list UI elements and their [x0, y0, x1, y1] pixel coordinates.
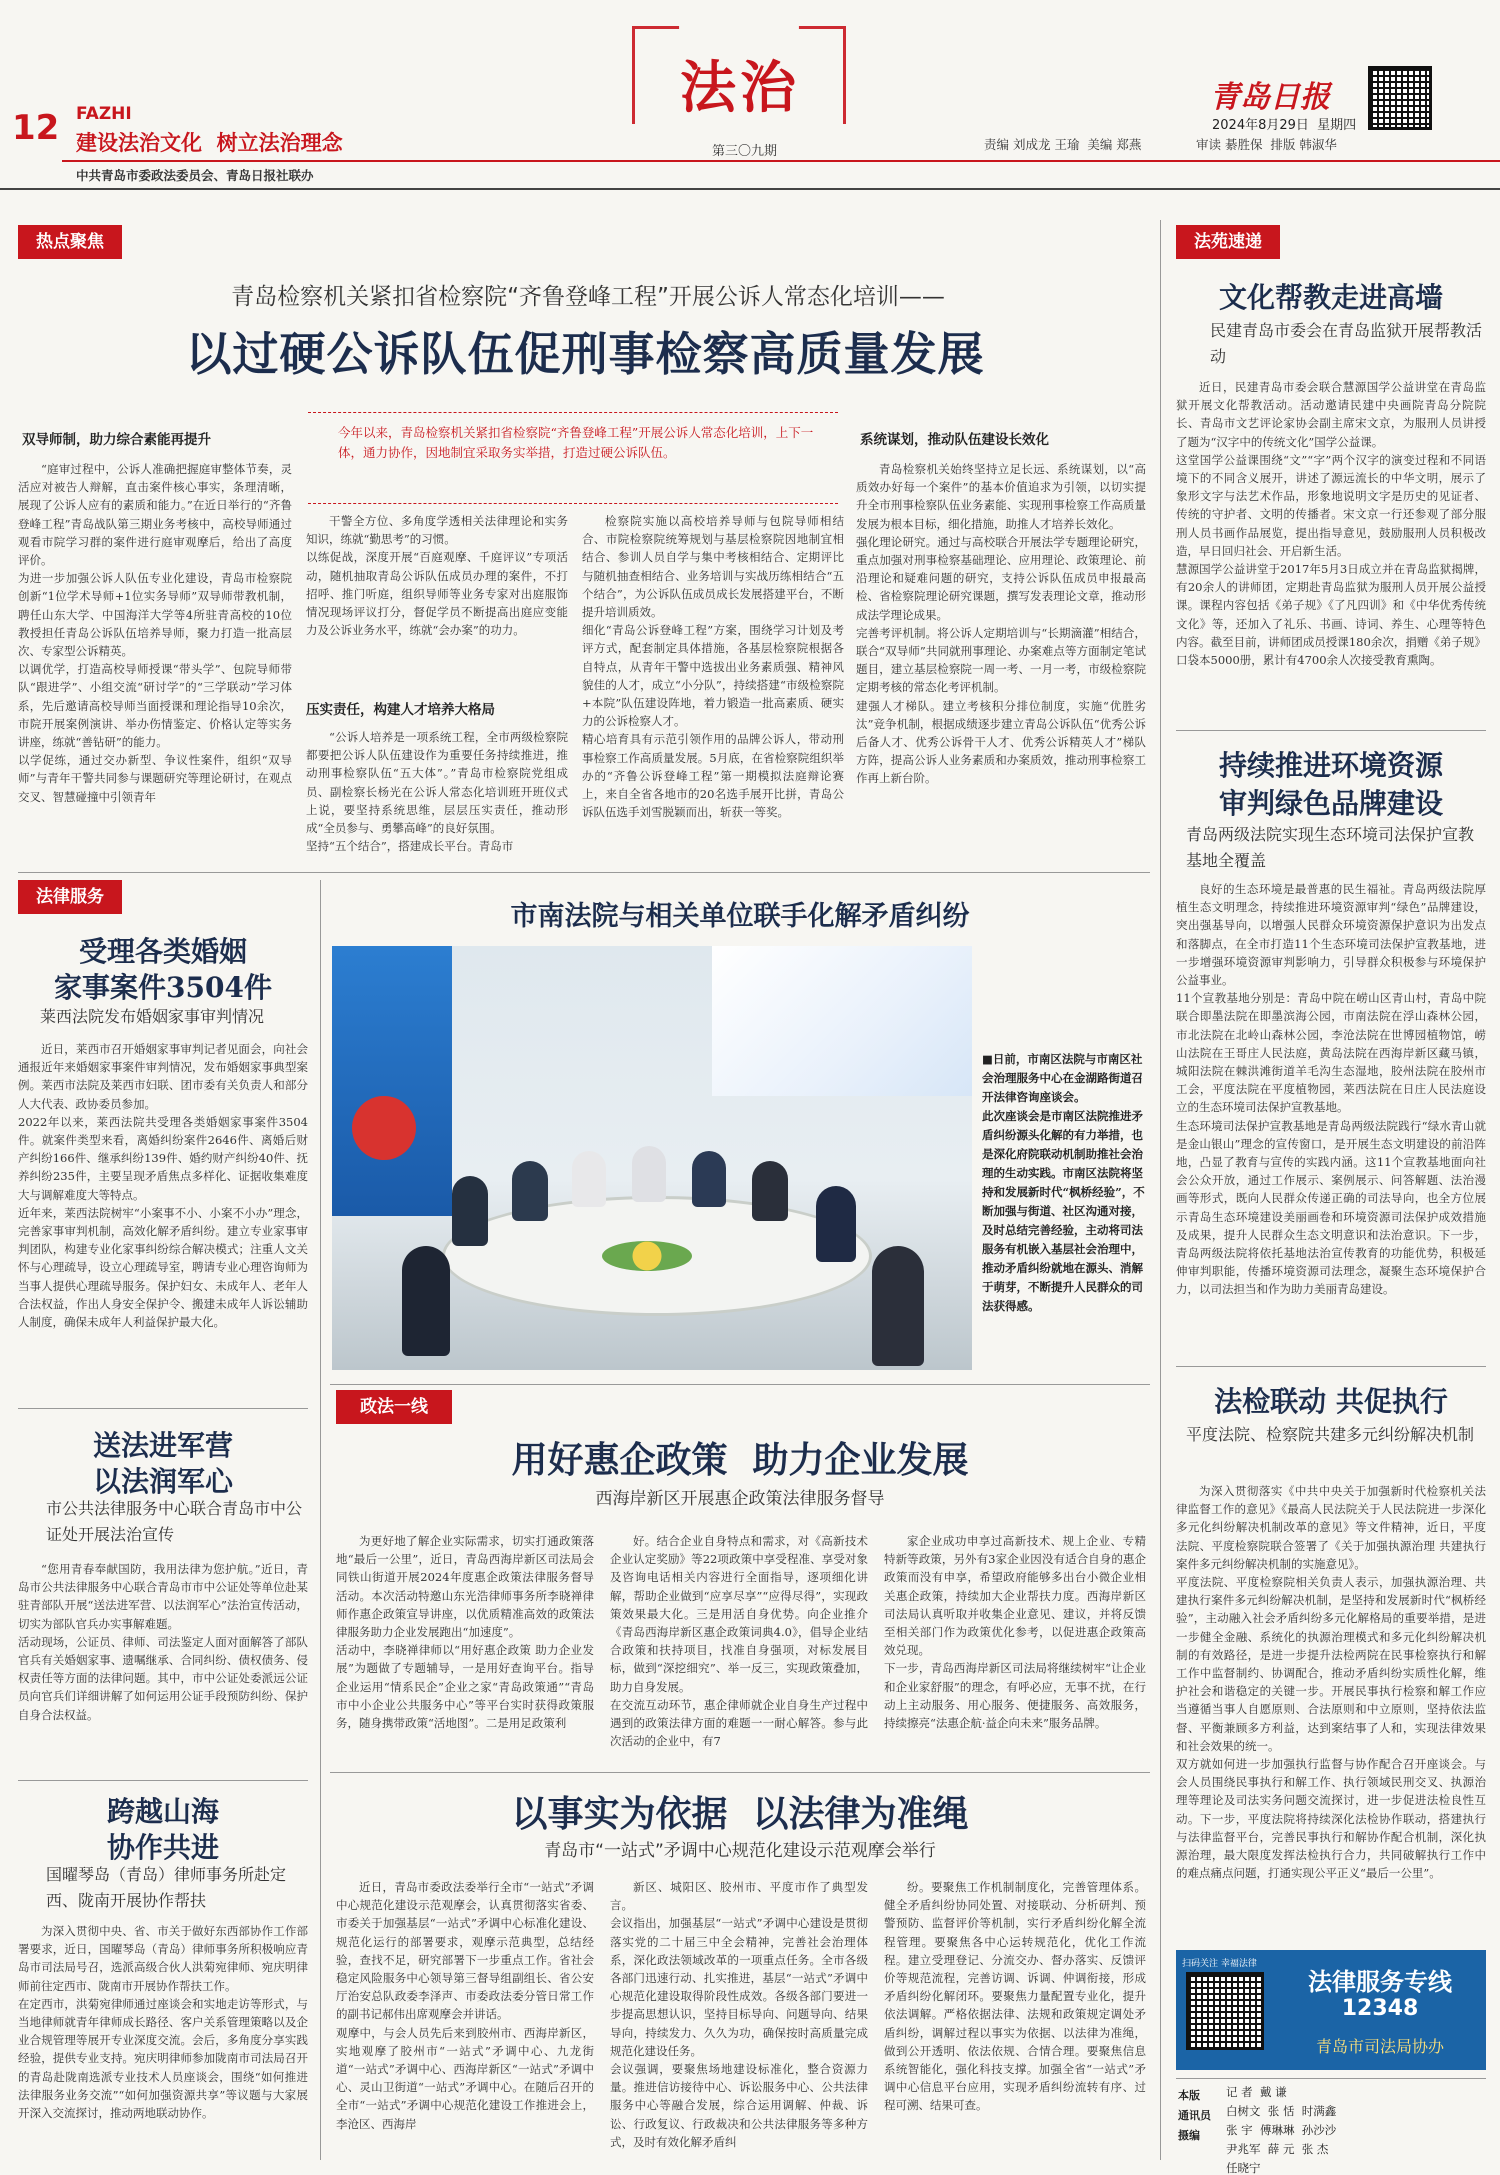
lead-col4-text: 青岛检察机关始终坚持立足长远、系统谋划，以“高质效办好每一个案件”的基本价值追求为引领，以切实提升全市刑事检察队伍业务素能、实现刑事检察工作高质量发展为根本目标，细化措施，助推人才培养长效化。 强化理论研究。通过与高校联合开展法学专题理论研究，重点加强对刑事检察基础理论、应用理论、政策理论、前沿理论和疑难问题的研究，支持公诉队伍成员申报最高检、省检察院理论研究课题，撰写发表理论文章，推动形成法学理论成果。 完善考评机制。将公诉人定期培训与“长期滴灌”相结合，联合“双导师”共同就刑事理论、办案难点等方面制定笔试题目，建立基层检察院一周一考、一月一考，市级检察院定期考核的常态化考评机制。 建强人才梯队。建立考核积分排位制度，实施“优胜劣汰”竞争机制，根据成绩逐步建立青岛公诉队伍“优秀公诉后备人才、优秀公诉骨干人才、优秀公诉精英人才”梯队方阵，提高公诉人业务素质和办案质效，推动刑事检察工作再上新台阶。	[856, 462, 1146, 786]
cross-title-line2: 协作共进	[106, 1831, 219, 1864]
tag-legal-service: 法律服务	[18, 880, 122, 914]
policy-col1: 为更好地了解企业实际需求，切实打通政策落地“最后一公里”，近日，青岛西海岸新区司法局会同铁山街道开展2024年度惠企政策法律服务督导活动。本次活动特邀山东光浩律师事务所李晓禅律师作惠企政策宣导讲座，以优质精准高效的政策法律服务助力企业发展跑出“加速度”。 活动中，李晓禅律师以“用好惠企政策 助力企业发展”为题做了专题辅导，一是用好查询平台。指导企业运用“情系民企”企业之家“青岛政策通”“青岛市中小企业公共服务中心”等平台实时获得政策服务，随身携带政策“活地图”。二是用足政策利	[336, 1534, 594, 1731]
policy-bottom-rule	[330, 1772, 1150, 1773]
marriage-subtitle: 莱西法院发布婚姻家事审判情况	[40, 1007, 265, 1026]
left-column-divider	[320, 880, 321, 2160]
barracks-bottom-rule	[18, 1780, 308, 1781]
hotline-box	[1176, 1950, 1486, 2070]
corr-label-b: 通讯员	[1178, 2109, 1211, 2122]
law-check-subtitle: 平度法院、检察院共建多元纠纷解决机制	[1186, 1425, 1475, 1444]
hotline-scan-text: 扫码关注 幸福法律	[1182, 1959, 1257, 1969]
cross-title-line1: 跨越山海	[106, 1795, 219, 1828]
photo-person-1	[452, 1176, 488, 1246]
eco-title-line2: 审判绿色品牌建设	[1218, 787, 1443, 820]
onestop-title: 以事实为依据 以法律为准绳	[511, 1793, 969, 1835]
corr-label-c: 摄编	[1178, 2129, 1200, 2142]
policy-subtitle: 西海岸新区开展惠企政策法律服务督导	[595, 1489, 885, 1509]
right-column-divider	[1160, 220, 1161, 2160]
hotline-label: 法律服务专线	[1308, 1968, 1452, 1996]
tag-hot-focus: 热点聚焦	[18, 225, 122, 259]
shinan-title: 市南法院与相关单位联手化解矛盾纠纷	[510, 901, 970, 932]
photo-person-5	[692, 1151, 726, 1207]
slogan: 建设法治文化 树立法治理念	[76, 131, 343, 155]
marriage-bottom-rule	[18, 1408, 308, 1409]
onestop-col2: 新区、城阳区、胶州市、平度市作了典型发言。 会议指出，加强基层“一站式”矛调中心建设是贯彻落实党的二十届三中全会精神，完善社会治理体系，深化政法领域改革的一项重点任务。全市各级各部门迅速行动、扎实推进，基层“一站式”矛调中心规范化建设取得阶段性成效。各级各部门要进一步提高思想认识，坚持目标导向、问题导向、结果导向，持续发力、久久为功，确保按时高质量完成规范化建设任务。 会议强调，要聚焦场地建设标准化，整合资源力量。推进信访接待中心、诉讼服务中心、公共法律服务中心等融合发展，综合运用调解、仲裁、诉讼、行政复议、行政裁决和公共法律服务等多种方式，及时有效化解矛盾纠	[610, 1880, 868, 2149]
marriage-title-line1: 受理各类婚姻	[78, 935, 247, 968]
lead-col4-heading: 系统谋划，推动队伍建设长效化	[860, 432, 1049, 448]
lead-bottom-rule	[18, 872, 1150, 873]
onestop-subtitle: 青岛市“一站式”矛调中心规范化建设示范观摩会举行	[544, 1841, 936, 1861]
issue-number: 第三〇九期	[712, 144, 778, 159]
section-title: 法治	[680, 55, 800, 121]
barracks-text: “您用青春奉献国防，我用法律为您护航。”近日，青岛市公共法律服务中心联合青岛市市中公证处等单位赴某驻青部队开展“送法进军营、以法润军心”法治宣传活动，切实为部队官兵办实事解难题。 活动现场，公证员、律师、司法鉴定人面对面解答了部队官兵有关婚姻家事、遗嘱继承、合同纠纷、债权债务、侵权责任等方面的法律问题。其中，市中公证处委派远公证员向官兵们详细讲解了如何运用公证手段预防纠纷、保护自身合法权益。	[18, 1562, 308, 1722]
marriage-title-line2: 家事案件3504件	[54, 971, 272, 1004]
corr-label-a: 本版	[1178, 2089, 1200, 2102]
photo-person-3	[572, 1151, 606, 1207]
photo-person-8	[402, 1246, 450, 1356]
policy-col2: 好。结合企业自身特点和需求，对《高新技术企业认定奖励》等22项政策中享受程准、享受对象及咨询电话相关内容进行全面指导，逐项细化讲解，帮助企业做到“应享尽享”“应得尽得”，实现政策效果最大化。三是用活自身优势。向企业推介《青岛西海岸新区惠企政策词典4.0》，倡导企业结合政策和扶持项目，找准自身强项，对标发展目标，做到“深挖细究”、举一反三，实现政策叠加，助力自身发展。 在交流互动环节，惠企律师就企业自身生产过程中遇到的政策法律方面的难题一一耐心解答。参与此次活动的企业中，有7	[610, 1534, 868, 1749]
shinan-caption: ■日前，市南区法院与市南区社会治理服务中心在金湖路街道召开法律咨询座谈会。 此次座谈会是市南区法院推进矛盾纠纷源头化解的有力举措，也是深化府院联动机制助推社会治理的生动实践。市南区法院将坚持和发展新时代“枫桥经验”，不断加强与街道、社区沟通对接，及时总结完善经验，主动将司法服务有机嵌入基层社会治理中，推动矛盾纠纷就地在源头、消解于萌芽，不断提升人民群众的司法获得感。	[982, 1052, 1145, 1313]
editors-line-1: 责编 刘成龙 王瑜 美编 郑燕	[984, 137, 1142, 152]
barracks-subtitle: 市公共法律服务中心联合青岛市中公证处开展法治宣传	[46, 1499, 303, 1544]
correspondents-box	[1176, 2078, 1486, 2175]
photo-red-circle	[352, 1096, 416, 1160]
issue-date: 2024年8月29日 星期四	[1212, 118, 1357, 133]
tag-fayuan: 法苑速递	[1176, 225, 1280, 259]
law-check-text: 为深入贯彻落实《中共中央关于加强新时代检察机关法律监督工作的意见》《最高人民法院关于人民法院进一步深化多元化纠纷解决机制改革的意见》等文件精神，近日，平度法院、平度检察院联合签署了《关于加强执源治理 共建执行案件多元纠纷解决机制的实施意见》。 平度法院、平度检察院相关负责人表示，加强执源治理、共建执行案件多元纠纷解决机制，是坚持和发展新时代“枫桥经验”，主动融入社会矛盾纠纷多元化解格局的重要举措，是进一步健全金融、系统化的执源治理模式和多元化纠纷解决机制的有效路径，是进一步提升法检两院在民事检察执行和解工作中监督制约、协调配合，推动矛盾纠纷实质性化解，维护社会和谐稳定的关键一步。开展民事执行检察和解工作应当遵循当事人自愿原则、合法原则和中立原则，坚持依法监督、平衡兼顾多方利益，达到案结事了人和，实现法律效果和社会效果的统一。 双方就如何进一步加强执行监督与协作配合召开座谈会。与会人员围绕民事执行和解工作、执行领域民刑交叉、执源治理等理论及司法实务问题交流探讨，进一步促进法检良性互动。下一步，平度法院将持续深化法检协作联动，搭建执行与法律监督平台，完善民事执行和解协作配合机制，深化执源治理，最大限度发挥法检执行合力，共同破解执行工作中的难点痛点问题，打通实现公平正义“最后一公里”。	[1176, 1484, 1486, 1881]
culture-text: 近日，民建青岛市委会联合慧源国学公益讲堂在青岛监狱开展文化帮教活动。活动邀请民建中央画院青岛分院院长、青岛市文艺评论家协会副主席宋文京，为服刑人员讲授了题为“汉字中的传统文化”国学公益课。 这堂国学公益课围绕“文”“字”两个汉字的演变过程和不同语境下的不同含义展开，讲述了源远流长的中华文明，展示了象形文字与法艺术作品，形象地说明文字是历史的见证者、传统的守护者、文明的传播者。宋文京一行还参观了部分服刑人员书画作品展览，提出指导意见，鼓励服刑人员积极改造，早日回归社会、开启新生活。 慧源国学公益讲堂于2017年5月3日成立并在青岛监狱揭牌，有20余人的讲师团，定期赴青岛监狱为服刑人员开展公益授课。课程内容包括《弟子规》《了凡四训》和《中华优秀传统文化》等，还加入了礼乐、书画、诗词、养生、心理等特色内容。截至目前，讲师团成员授课180余次，捐赠《弟子规》口袋本5000册，累计有4700余人次接受教育熏陶。	[1176, 380, 1486, 668]
fazhi-pinyin: FAZHI	[76, 104, 132, 124]
masthead-rule-red	[62, 160, 1500, 162]
onestop-col1: 近日，青岛市委政法委举行全市“一站式”矛调中心规范化建设示范观摩会，认真贯彻落实省委、市委关于加强基层“一站式”矛调中心标准化建设、规范化运行的部署要求，观摩示范典型，总结经验，查找不足，研究部署下一步重点工作。省社会稳定风险服务中心领导第三督导组副组长、省公安厅治安总队政委李泽声、市委政法委分管日常工作的副书记郝伟出席观摩会并讲话。 观摩中，与会人员先后来到胶州市、西海岸新区，实地观摩了胶州市“一站式”矛调中心、九龙街道“一站式”矛调中心、西海岸新区“一站式”矛调中心、灵山卫街道“一站式”矛调中心。在随后召开的全市“一站式”矛调中心规范化建设工作推进会上，李沧区、西海岸	[336, 1880, 594, 2131]
photo-flowers	[602, 1241, 692, 1271]
photo-person-9	[872, 1246, 924, 1366]
culture-title: 文化帮教走进高墙	[1218, 281, 1443, 314]
cross-text: 为深入贯彻中央、省、市关于做好东西部协作工作部署要求，近日，国曜琴岛（青岛）律师事务所积极响应青岛市司法局号召，选派高级合伙人洪菊宛律师、宛庆明律师前往定西市、陇南市开展协作帮扶工作。 在定西市，洪菊宛律师通过座谈会和实地走访等形式，与当地律师就青年律师成长路径、客户关系管理策略以及企业合规管理等展开专业深度交流。会后，多角度分享实践经验，提供专业支持。宛庆明律师参加陇南市司法局召开的青岛赴陇南选派专业技术人员座谈会，围绕“如何推进法律服务业务交流”“如何加强资源共享”等议题与大家展开深入交流探讨，推动两地联动协作。	[18, 1924, 308, 2121]
policy-title: 用好惠企政策 助力企业发展	[511, 1439, 969, 1481]
photo-person-2	[512, 1161, 548, 1221]
law-check-title: 法检联动 共促执行	[1214, 1385, 1448, 1418]
hotline-org: 青岛市司法局协办	[1315, 2037, 1444, 2056]
eco-subtitle: 青岛两级法院实现生态环境司法保护宣教基地全覆盖	[1186, 825, 1475, 870]
shinan-photo	[332, 946, 972, 1370]
culture-bottom-rule	[1176, 730, 1486, 731]
lead-col1-heading: 双导师制，助力综合素能再提升	[22, 432, 211, 448]
newspaper-logo: 青岛日报	[1210, 80, 1330, 115]
masthead	[0, 0, 1500, 183]
policy-col3: 家企业成功申享过高新技术、规上企业、专精特新等政策，另外有3家企业因没有适合自身的惠企政策而没有申享，希望政府能够多出台小微企业相关惠企政策，持续加大企业帮扶力度。西海岸新区司法局认真听取并收集企业意见、建议，并将反馈至相关部门作为政策优化参考，以促进惠企政策高效兑现。 下一步，青岛西海岸新区司法局将继续树牢“让企业和企业家舒服”的理念，有呼必应，无事不扰，在行动上主动服务、用心服务、便捷服务、高效服务，持续擦亮“法惠企航·益企向未来”服务品牌。	[884, 1534, 1146, 1731]
lead-kicker: 青岛检察机关紧扣省检察院“齐鲁登峰工程”开展公诉人常态化培训——	[231, 284, 945, 310]
lead-quote: 今年以来，青岛检察机关紧扣省检察院“齐鲁登峰工程”开展公诉人常态化培训，上下一体，通力协作，因地制宜采取务实举措，打造过硬公诉队伍。	[338, 425, 814, 460]
lead-col1-text: “庭审过程中，公诉人准确把握庭审整体节奏，灵活应对被告人辩解，直击案件核心事实，条理清晰，展现了公诉人应有的素质和能力。”在近日举行的“齐鲁登峰工程”青岛战队第三期业务考核中，高校导师通过观看市院学习群的案件进行庭审观摩后，给出了高度评价。 为进一步加强公诉人队伍专业化建设，青岛市检察院创新“1位学术导师+1位实务导师”双导师带教机制，聘任山东大学、中国海洋大学等4所驻青高校的10位教授担任青岛公诉队伍培养导师，聚力打造一批高层次、专家型公诉精英。 以调优学，打造高校导师授课“带头学”、包院导师带队“跟进学”、小组交流“研讨学”的“三学联动”学习体系，先后邀请高校导师当面授课和理论指导10余次，市院开展案例演讲、举办伤情鉴定、价格认定等实务讲座，练就“善钻研”的能力。 以学促练，通过交办新型、争议性案件，组织“双导师”与青年干警共同参与课题研究等理论研讨，在观点交叉、智慧碰撞中引领青年	[18, 462, 292, 804]
page-number: 12	[12, 108, 60, 148]
eco-text: 良好的生态环境是最普惠的民生福祉。青岛两级法院厚植生态文明理念，持续推进环境资源审判“绿色”品牌建设，突出强基导向，以增强人民群众环境资源保护意识为出发点和落脚点，在全市打造11个生态环境司法保护宣教基地，进一步增强环境资源审判影响力，引导群众积极参与环境保护公益事业。 11个宣教基地分别是：青岛中院在崂山区青山村，青岛中院联合即墨法院在即墨滨海公园，市南法院在浮山森林公园，市北法院在北岭山森林公园，李沧法院在世博园植物馆，崂山法院在王哥庄人民法庭，黄岛法院在西海岸新区藏马镇，城阳法院在棘洪滩街道羊毛沟生态湿地，胶州法院在胶州市工会，平度法院在平度植物园，莱西法院在日庄人民法庭设立的生态环境司法保护宣教基地。 生态环境司法保护宣教基地是青岛两级法院践行“绿水青山就是金山银山”理念的宣传窗口，是开展生态文明建设的前沿阵地，凸显了教育与宣传的实践内涵。这11个宣教基地面向社会公众开放，通过工作展示、案例展示、问答解题、法治漫画等形式，既向人民群众传递正确的司法导向，也全方位展示青岛生态环境建设美丽画卷和环境资源司法保护成效措施及成果，提升人民群众生态文明意识和法治意识。下一步，青岛两级法院将依托基地法治宣传教育的功能优势，积极延伸审判职能，传播环境资源司法理念，凝聚生态环境保护合力，以司法担当和作为助力美丽青岛建设。	[1176, 882, 1486, 1297]
sponsor-line: 中共青岛市委政法委员会、青岛日报社联办	[76, 168, 314, 183]
shinan-bottom-rule	[330, 1384, 1150, 1385]
onestop-col3: 纷。要聚焦工作机制制度化，完善管理体系。健全矛盾纠纷协同处置、对接联动、分析研判、预警预防、监督评价等机制，实行矛盾纠纷化解全流程管理。要聚焦各中心运转规范化，优化工作流程。建立受理登记、分流交办、督办落实、反馈评价等规范流程，完善访调、诉调、仲调衔接，形成矛盾纠纷化解闭环。要聚焦力量配置专业化，提升依法调解。严格依据法律、法规和政策规定调处矛盾纠纷，调解过程以事实为依据、以法律为准绳，做到公开透明、依法依规、合情合理。要聚焦信息系统智能化，强化科技支撑。加强全省“一站式”矛调中心信息平台应用，实现矛盾纠纷流转有序、过程可溯、结果可查。	[884, 1880, 1146, 2113]
eco-bottom-rule	[1176, 1366, 1486, 1367]
lead-col2-text-b: “公诉人培养是一项系统工程，全市两级检察院都要把公诉人队伍建设作为重要任务持续推进，推动刑事检察队伍“五大体”。”青岛市检察院党组成员、副检察长杨光在公诉人常态化培训班开班仪式上说，要坚持系统思维，层层压实责任，推动形成“全员参与、勇攀高峰”的良好氛围。 坚持“五个结合”，搭建成长平台。青岛市	[306, 730, 568, 854]
photo-person-4	[632, 1146, 666, 1202]
photo-wall-panel	[712, 946, 972, 1096]
lead-title: 以过硬公诉队伍促刑事检察高质量发展	[185, 327, 985, 381]
photo-person-6	[752, 1161, 788, 1221]
marriage-text: 近日，莱西市召开婚姻家事审判记者见面会，向社会通报近年来婚姻家事案件审判情况，发布婚姻家事典型案例。莱西市法院及莱西市妇联、团市委有关负责人和部分人大代表、政协委员参加。 2022年以来，莱西法院共受理各类婚姻家事案件3504件。就案件类型来看，离婚纠纷案件2646件、离婚后财产纠纷166件、继承纠纷139件、婚约财产纠纷40件、抚养纠纷235件，主要呈现矛盾焦点多样化、证据收集难度大与调解难度大等特点。 近年来，莱西法院树牢“小案事不小、小案不小办”理念，完善家事审判机制，高效化解矛盾纠纷。建立专业家事审判团队，构建专业化家事纠纷综合解决模式；注重人文关怀与心理疏导，设立心理疏导室，聘请专业心理咨询师为当事人提供心理疏导服务。保护妇女、未成年人、老年人合法权益，作出人身安全保护令、搬建未成年人诉讼辅助人制度，确保未成年人利益保护最大化。	[18, 1042, 308, 1330]
hotline-qr-icon	[1186, 1972, 1264, 2050]
hotline-number: 12348	[1341, 1996, 1419, 2021]
photo-person-7	[816, 1186, 856, 1262]
barracks-title-line1: 送法进军营	[92, 1429, 233, 1462]
photo-wall-blue-panel	[332, 946, 452, 1216]
lead-col2-text: 干警全方位、多角度学透相关法律理论和实务知识，练就“勤思考”的习惯。 以练促战，深度开展“百庭观摩、千庭评议”专项活动，随机抽取青岛公诉队伍成员办理的案件，不打招呼、推门听庭，组织导师等业务专家对出庭服饰情况现场评议打分，督促学员不断提高出庭应变能力及公诉业务水平，练就“会办案”的功力。	[306, 514, 568, 638]
masthead-qr-icon	[1368, 66, 1432, 130]
lead-col2-heading: 压实责任，构建人才培养大格局	[306, 702, 495, 718]
masthead-rule-bottom	[0, 188, 1500, 190]
corr-names: 记 者 戴 谦 白树文 张 恬 时满鑫 张 宇 傅琳琳 孙沙沙 尹兆军 薛 元 张 杰 任晓宁	[1226, 2085, 1337, 2175]
eco-title-line1: 持续推进环境资源	[1218, 749, 1443, 782]
lead-col3-text: 检察院实施以高校培养导师与包院导师相结合、市院检察院统筹规划与基层检察院因地制宜相结合、参训人员自学与集中考核相结合、定期评比与随机抽查相结合、业务培训与实战历练相结合“五个结合”，为公诉队伍成员成长发展搭建平台，不断提升培训质效。 细化“青岛公诉登峰工程”方案，围绕学习计划及考评方式，配套制定具体措施，各基层检察院根据各自特点，从青年干警中选拔出业务素质强、精神风貌佳的人才，成立“小分队”，持续搭建“市级检察院+本院”队伍建设阵地，着力锻造一批高素质、硬实力的公诉检察人才。 精心培育具有示范引领作用的品牌公诉人，带动刑事检察工作高质量发展。5月底，在省检察院组织举办的“齐鲁公诉登峰工程”第一期模拟法庭辩论赛上，来自全省各地市的20名选手展开比拼，青岛公诉队伍选手刘雪脱颖而出，斩获一等奖。	[582, 514, 844, 820]
barracks-title-line2: 以法润军心	[92, 1465, 233, 1498]
lead-quote-box	[308, 412, 838, 504]
tag-front-line: 政法一线	[336, 1390, 452, 1424]
culture-subtitle: 民建青岛市委会在青岛监狱开展帮教活动	[1210, 321, 1483, 366]
cross-subtitle: 国曜琴岛（青岛）律师事务所赴定西、陇南开展协作帮扶	[46, 1865, 287, 1910]
editors-line-2: 审读 綦胜保 排版 韩淑华	[1196, 137, 1337, 152]
